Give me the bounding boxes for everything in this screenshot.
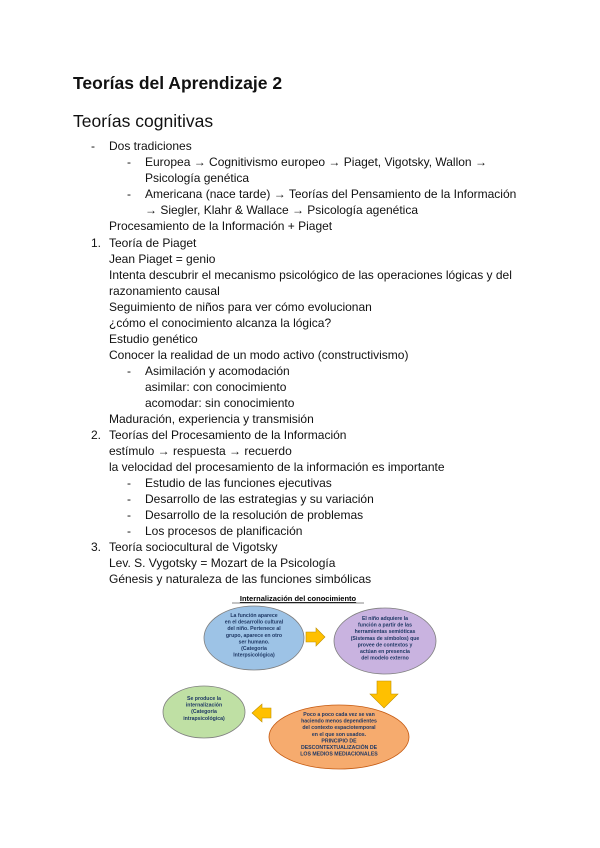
text-line: Desarrollo de las estrategias y su variación — [145, 492, 374, 506]
text-line: Lev. S. Vygotsky = Mozart de la Psicología — [109, 556, 336, 570]
list-number: 1. — [91, 236, 102, 250]
node-text-line: haciendo menos dependientes — [301, 718, 377, 725]
list-heading: Teoría de Piaget — [109, 236, 197, 250]
bullet-dash: - — [91, 139, 95, 153]
node-text-line: en el desarrollo cultural — [224, 619, 284, 626]
bullet-dash: - — [127, 524, 131, 538]
list-number: 2. — [91, 428, 102, 442]
page-title: Teorías del Aprendizaje 2 — [73, 73, 283, 93]
text-line: la velocidad del procesamiento de la información es importante — [109, 460, 445, 474]
internalization-diagram — [150, 588, 450, 778]
node-text-line: Se produce la — [186, 696, 222, 702]
node-text-line: internalización — [185, 702, 223, 709]
node-text-line: Interpsicológica) — [233, 652, 275, 659]
node-text-line: grupo, aparece en otro — [225, 632, 283, 639]
node-text-line: La función aparece — [230, 613, 278, 619]
text-line: Conocer la realidad de un modo activo (constructivismo) — [109, 348, 409, 362]
node-text-line: Poco a poco cada vez se van — [303, 712, 375, 718]
list-heading: Teoría sociocultural de Vigotsky — [109, 540, 278, 554]
text-line: asimilar: con conocimiento — [145, 380, 287, 394]
node-text-line: intrapsicológica) — [183, 715, 225, 722]
node-text-line: (Sistemas de símbolos) que — [350, 635, 420, 642]
text-line: Desarrollo de la resolución de problemas — [145, 508, 364, 522]
text-line: Seguimiento de niños para ver cómo evolucionan — [109, 300, 372, 314]
section-title: Teorías cognitivas — [73, 111, 214, 131]
bullet-dash: - — [127, 508, 131, 522]
text-line: razonamiento causal — [109, 284, 220, 298]
node-text-line: (Categoría — [191, 709, 217, 716]
list-heading: Teorías del Procesamiento de la Información — [109, 428, 347, 442]
text-line: Europea → Cognitivismo europeo → Piaget, Vigotsky, Wallon → — [145, 155, 487, 169]
text-line: Procesamiento de la Información + Piaget — [109, 219, 333, 233]
text-line: Estudio de las funciones ejecutivas — [145, 476, 332, 490]
text-line: Maduración, experiencia y transmisión — [109, 412, 314, 426]
node-text-line: ser humano. — [238, 639, 270, 646]
node-text-line: en el que son usados. — [311, 731, 367, 738]
node-semiotic-tools-text — [351, 616, 420, 662]
text-line: → Siegler, Klahr & Wallace → Psicología agenética — [145, 203, 419, 217]
list-number: 3. — [91, 540, 102, 554]
text-line: Los procesos de planificación — [145, 524, 303, 538]
node-text-line: del niño. Pertenece al — [227, 626, 281, 633]
bullet-dash: - — [127, 364, 131, 378]
text-line: Asimilación y acomodación — [145, 364, 290, 378]
text-line: Dos tradiciones — [109, 139, 192, 153]
arrow-down-icon — [370, 681, 398, 708]
node-text-line: función a partir de las — [358, 622, 412, 629]
bullet-dash: - — [127, 155, 131, 169]
bullet-dash: - — [127, 187, 131, 201]
node-text-line: del modelo externo — [361, 655, 409, 662]
text-line: Jean Piaget = genio — [109, 252, 216, 266]
text-line: Americana (nace tarde) → Teorías del Pensamiento de la Información — [145, 187, 517, 201]
node-text-line: PRINCIPIO DE — [321, 738, 357, 745]
node-text-line: (Categoría — [241, 646, 267, 652]
node-text-line: DESCONTEXTUALIZACIÓN DE — [300, 745, 378, 751]
node-text-line: El niño adquiere la — [361, 616, 409, 622]
node-text-line: LOS MEDIOS MEDIACIONALES — [300, 751, 378, 758]
text-line: Intenta descubrir el mecanismo psicológico de las operaciones lógicas y del — [109, 268, 512, 282]
node-text-line: provee de contextos y — [357, 642, 413, 649]
text-line: Génesis y naturaleza de las funciones simbólicas — [109, 572, 372, 586]
node-text-line: actúan en presencia — [360, 649, 410, 655]
arrow-left-icon — [252, 704, 271, 722]
arrow-right-icon — [306, 628, 325, 646]
text-line: ¿cómo el conocimiento alcanza la lógica? — [109, 316, 332, 330]
bullet-dash: - — [127, 476, 131, 490]
bullet-dash: - — [127, 492, 131, 506]
diagram-title: Internalización del conocimiento — [239, 594, 357, 603]
text-line: Psicología genética — [145, 171, 250, 185]
text-line: Estudio genético — [109, 332, 198, 346]
text-line: estímulo → respuesta → recuerdo — [109, 444, 292, 458]
text-line: acomodar: sin conocimiento — [145, 396, 295, 410]
node-text-line: herramientas semióticas — [354, 629, 416, 636]
node-text-line: del contexto espaciotemporal — [302, 725, 376, 732]
